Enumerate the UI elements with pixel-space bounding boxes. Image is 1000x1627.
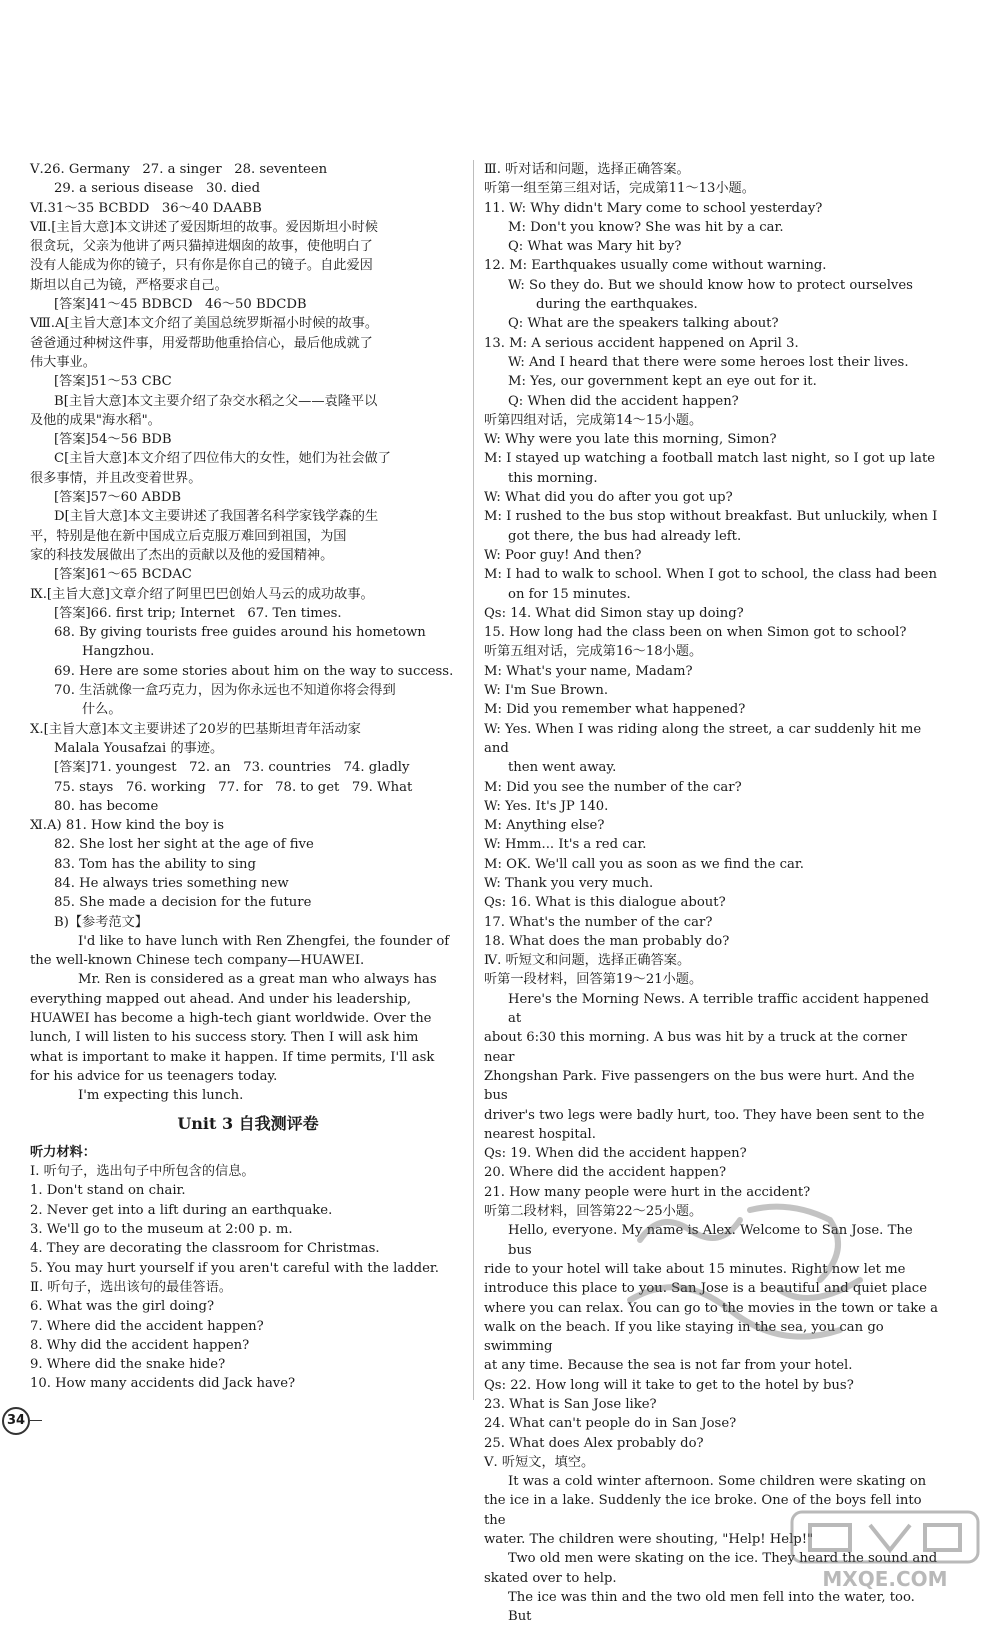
left-text-line: Ⅸ.[主旨大意]文章介绍了阿里巴巴创始人马云的成功故事。: [30, 586, 374, 602]
right-text-line: nearest hospital.: [484, 1126, 596, 1142]
left-text-line: Ⅱ. 听句子，选出该句的最佳答语。: [30, 1279, 232, 1295]
right-text-line: M: Yes, our government kept an eye out for it.: [508, 374, 817, 390]
page-number: 34: [2, 1407, 30, 1435]
left-text-line: 2. Never get into a lift during an earthquake.: [30, 1202, 333, 1218]
right-text-line: driver's two legs were badly hurt, too. They have been sent to the: [484, 1107, 925, 1123]
right-text-line: 17. What's the number of the car?: [484, 914, 713, 930]
left-text-line: 什么。: [82, 702, 122, 718]
right-text-line: Qs: 14. What did Simon stay up doing?: [484, 605, 744, 621]
left-text-line: 平，特别是他在新中国成立后克服万难回到祖国，为国: [30, 528, 347, 544]
left-text-line: 听力材料：: [30, 1144, 96, 1160]
right-text-line: 23. What is San Jose like?: [484, 1397, 657, 1412]
left-text-line: 70. 生活就像一盒巧克力，因为你永远也不知道你将会得到: [54, 683, 396, 699]
right-text-line: W: So they do. But we should know how to protect ourselves: [508, 277, 913, 293]
right-text-line: It was a cold winter afternoon. Some children were skating on: [508, 1474, 927, 1490]
right-text-line: Qs: 19. When did the accident happen?: [484, 1146, 747, 1162]
left-text-line: [答案]41～45 BDBCD 46～50 BDCDB: [54, 297, 307, 313]
left-text-line: 82. She lost her sight at the age of five: [54, 837, 314, 853]
left-text-line: everything mapped out ahead. And under his leadership,: [30, 991, 412, 1007]
right-text-line: Qs: 22. How long will it take to get to the hotel by bus?: [484, 1377, 854, 1393]
left-text-line: 9. Where did the snake hide?: [30, 1357, 226, 1373]
right-text-line: where you can relax. You can go to the movies in the town or take a: [484, 1300, 939, 1316]
right-text-line: then went away.: [508, 760, 617, 776]
right-text-line: W: Hmm... It's a red car.: [484, 837, 647, 853]
right-text-line: Q: What are the speakers talking about?: [508, 316, 779, 332]
left-text-line: 5. You may hurt yourself if you aren't careful with the ladder.: [30, 1260, 439, 1276]
right-text-line: M: Anything else?: [484, 818, 605, 834]
left-text-line: the well-known Chinese tech company—HUAWEI.: [30, 953, 365, 969]
right-text-line: 听第二段材料，回答第22～25小题。: [484, 1204, 703, 1220]
left-text-line: [答案]51～53 CBC: [54, 374, 172, 390]
right-text-line: Zhongshan Park. Five passengers on the bus were hurt. And the bus: [484, 1068, 919, 1104]
left-text-line: HUAWEI has become a high-tech giant worldwide. Over the: [30, 1011, 432, 1027]
right-text-line: W: What did you do after you got up?: [484, 490, 733, 506]
right-text-line: M: Don't you know? She was hit by a car.: [508, 219, 784, 235]
page-number-rule: [30, 1420, 42, 1421]
right-text-line: Ⅲ. 听对话和问题，选择正确答案。: [484, 162, 690, 177]
right-text-line: Q: When did the accident happen?: [508, 393, 739, 409]
left-text-line: B)【参考范文】: [54, 914, 148, 930]
watermark-text: MXQE.COM: [822, 1567, 948, 1591]
left-text-line: 没有人能成为你的镜子，只有你是你自己的镜子。自此爱因: [30, 258, 373, 274]
right-text-line: Here's the Morning News. A terrible traffic accident happened at: [508, 991, 934, 1027]
right-text-line: Ⅳ. 听短文和问题，选择正确答案。: [484, 953, 691, 969]
right-text-line: W: I'm Sue Brown.: [484, 683, 609, 699]
right-text-line: walk on the beach. If you like staying in the sea, you can go swimming: [484, 1319, 888, 1355]
left-text-line: Ⅴ.26. Germany 27. a singer 28. seventeen: [30, 162, 328, 177]
right-text-line: 听第一组至第三组对话，完成第11～13小题。: [484, 181, 755, 197]
left-text-line: 69. Here are some stories about him on the way to success.: [54, 663, 454, 679]
right-text-line: ride to your hotel will take about 15 minutes. Right now let me: [484, 1261, 906, 1277]
right-text-line: W: Why were you late this morning, Simon?: [484, 432, 777, 448]
left-text-line: Hangzhou.: [82, 644, 155, 660]
left-text-line: C[主旨大意]本文介绍了四位伟大的女性，她们为社会做了: [54, 451, 391, 467]
left-text-line: 很贪玩，父亲为他讲了两只猫掉进烟囱的故事，使他明白了: [30, 239, 373, 255]
right-text-line: M: I rushed to the bus stop without breakfast. But unluckily, when I: [484, 509, 938, 525]
left-text-line: Malala Yousafzai 的事迹。: [54, 740, 224, 756]
left-text-line: D[主旨大意]本文主要讲述了我国著名科学家钱学森的生: [54, 509, 379, 525]
left-text-line: 29. a serious disease 30. died: [54, 181, 261, 197]
right-text-line: The ice was thin and the two old men fell into the water, too. But: [508, 1589, 920, 1625]
right-text-line: M: I stayed up watching a football match last night, so I got up late: [484, 451, 936, 467]
left-text-line: Ⅺ.A) 81. How kind the boy is: [30, 818, 225, 834]
left-text-line: 家的科技发展做出了杰出的贡献以及他的爱国精神。: [30, 547, 334, 563]
right-text-line: 24. What can't people do in San Jose?: [484, 1416, 737, 1432]
left-text-line: I'd like to have lunch with Ren Zhengfei, the founder of: [78, 933, 450, 949]
right-text-line: 25. What does Alex probably do?: [484, 1435, 704, 1451]
right-text-line: 21. How many people were hurt in the accident?: [484, 1184, 811, 1200]
right-text-line: W: Poor guy! And then?: [484, 547, 642, 563]
right-text-line: Qs: 16. What is this dialogue about?: [484, 895, 726, 911]
right-text-line: M: What's your name, Madam?: [484, 663, 693, 679]
left-text-line: 3. We'll go to the museum at 2:00 p. m.: [30, 1222, 293, 1238]
left-column: [30, 160, 466, 1394]
left-text-line: [答案]71. youngest 72. an 73. countries 74. gladly: [54, 760, 410, 776]
left-text-line: 75. stays 76. working 77. for 78. to get 79. What: [54, 779, 413, 795]
left-text-line: Ⅷ.A[主旨大意]本文介绍了美国总统罗斯福小时候的故事。: [30, 316, 379, 332]
right-text-line: W: Yes. When I was riding along the street, a car suddenly hit me and: [484, 721, 926, 756]
right-text-line: Ⅴ. 听短文，填空。: [484, 1454, 595, 1470]
right-text-line: on for 15 minutes.: [508, 586, 631, 602]
right-text-line: M: Did you remember what happened?: [484, 702, 746, 718]
left-text-line: lunch, I will listen to his success story. Then I will ask him: [30, 1030, 419, 1046]
left-text-line: what is important to make it happen. If time permits, I'll ask: [30, 1049, 435, 1065]
left-text-line: 80. has become: [54, 798, 159, 814]
left-text-line: Ⅰ. 听句子，选出句子中所包含的信息。: [30, 1164, 255, 1180]
left-text-line: 及他的成果"海水稻"。: [30, 412, 161, 428]
section-title: Unit 3 自我测评卷: [177, 1113, 319, 1133]
left-text-line: 8. Why did the accident happen?: [30, 1337, 250, 1353]
left-text-line: [答案]61～65 BCDAC: [54, 567, 192, 583]
right-text-line: about 6:30 this morning. A bus was hit by a truck at the corner near: [484, 1030, 912, 1065]
right-text-line: 18. What does the man probably do?: [484, 933, 730, 949]
left-text-line: B[主旨大意]本文主要介绍了杂交水稻之父——袁隆平以: [54, 393, 378, 409]
right-text-line: 听第五组对话，完成第16～18小题。: [484, 644, 703, 660]
left-text-line: 伟大事业。: [30, 354, 96, 370]
left-text-line: for his advice for us teenagers today.: [30, 1068, 278, 1084]
right-column: [484, 160, 940, 1627]
left-text-line: 斯坦以自己为镜，严格要求自己。: [30, 277, 228, 293]
right-text-line: 11. W: Why didn't Mary come to school yesterday?: [484, 200, 823, 216]
left-text-line: [答案]57～60 ABDB: [54, 490, 182, 506]
left-text-line: Ⅶ.[主旨大意]本文讲述了爱因斯坦的故事。爱因斯坦小时候: [30, 219, 378, 235]
right-text-line: W: Thank you very much.: [484, 875, 654, 891]
left-text-line: 10. How many accidents did Jack have?: [30, 1376, 296, 1392]
right-text-line: 12. M: Earthquakes usually come without warning.: [484, 258, 827, 274]
left-text-line: 85. She made a decision for the future: [54, 895, 312, 911]
left-text-line: 6. What was the girl doing?: [30, 1299, 215, 1315]
right-text-line: W: And I heard that there were some heroes lost their lives.: [508, 354, 909, 370]
right-text-line: introduce this place to you. San Jose is a beautiful and quiet place: [484, 1281, 927, 1297]
right-text-line: W: Yes. It's JP 140.: [484, 798, 609, 814]
right-text-line: M: OK. We'll call you as soon as we find the car.: [484, 856, 804, 872]
right-text-line: 听第四组对话，完成第14～15小题。: [484, 412, 703, 428]
left-text-line: 68. By giving tourists free guides around his hometown: [54, 625, 426, 641]
left-text-line: 4. They are decorating the classroom for Christmas.: [30, 1241, 380, 1257]
left-text-line: 很多事情，并且改变着世界。: [30, 470, 202, 486]
right-text-line: this morning.: [508, 470, 598, 486]
left-text-line: Ⅹ.[主旨大意]本文主要讲述了20岁的巴基斯坦青年活动家: [30, 721, 361, 737]
right-text-line: Q: What was Mary hit by?: [508, 239, 682, 255]
left-text-line: Ⅵ.31～35 BCBDD 36～40 DAABB: [30, 200, 262, 216]
right-text-line: at any time. Because the sea is not far from your hotel.: [484, 1358, 853, 1374]
column-divider: [473, 160, 474, 1400]
left-text-line: Mr. Ren is considered as a great man who always has: [78, 972, 437, 988]
left-text-line: I'm expecting this lunch.: [78, 1088, 244, 1104]
left-text-line: 爸爸通过种树这件事，用爱帮助他重拾信心，最后他成就了: [30, 335, 373, 351]
right-text-line: the ice in a lake. Suddenly the ice broke. One of the boys fell into the: [484, 1493, 926, 1528]
right-text-line: 20. Where did the accident happen?: [484, 1165, 727, 1181]
right-text-line: 13. M: A serious accident happened on April 3.: [484, 335, 799, 351]
right-text-line: got there, the bus had already left.: [508, 528, 742, 544]
right-text-line: Hello, everyone. My name is Alex. Welcome to San Jose. The bus: [508, 1223, 917, 1258]
right-text-line: water. The children were shouting, "Help! Help!": [484, 1532, 814, 1548]
left-text-line: [答案]54～56 BDB: [54, 432, 172, 448]
right-text-line: M: Did you see the number of the car?: [484, 779, 742, 795]
left-text-line: 83. Tom has the ability to sing: [54, 856, 256, 872]
left-text-line: [答案]66. first trip; Internet 67. Ten times.: [54, 605, 342, 621]
left-text-line: 1. Don't stand on chair.: [30, 1183, 186, 1199]
right-text-line: during the earthquakes.: [536, 297, 698, 313]
right-text-line: skated over to help.: [484, 1570, 617, 1586]
left-text-line: 84. He always tries something new: [54, 875, 289, 891]
right-text-line: 听第一段材料，回答第19～21小题。: [484, 972, 703, 988]
right-text-line: 15. How long had the class been on when Simon got to school?: [484, 625, 907, 641]
left-text-line: 7. Where did the accident happen?: [30, 1318, 264, 1334]
right-text-line: M: I had to walk to school. When I got to school, the class had been: [484, 567, 937, 583]
right-text-line: Two old men were skating on the ice. They heard the sound and: [508, 1551, 938, 1567]
site-watermark: [790, 1510, 980, 1595]
